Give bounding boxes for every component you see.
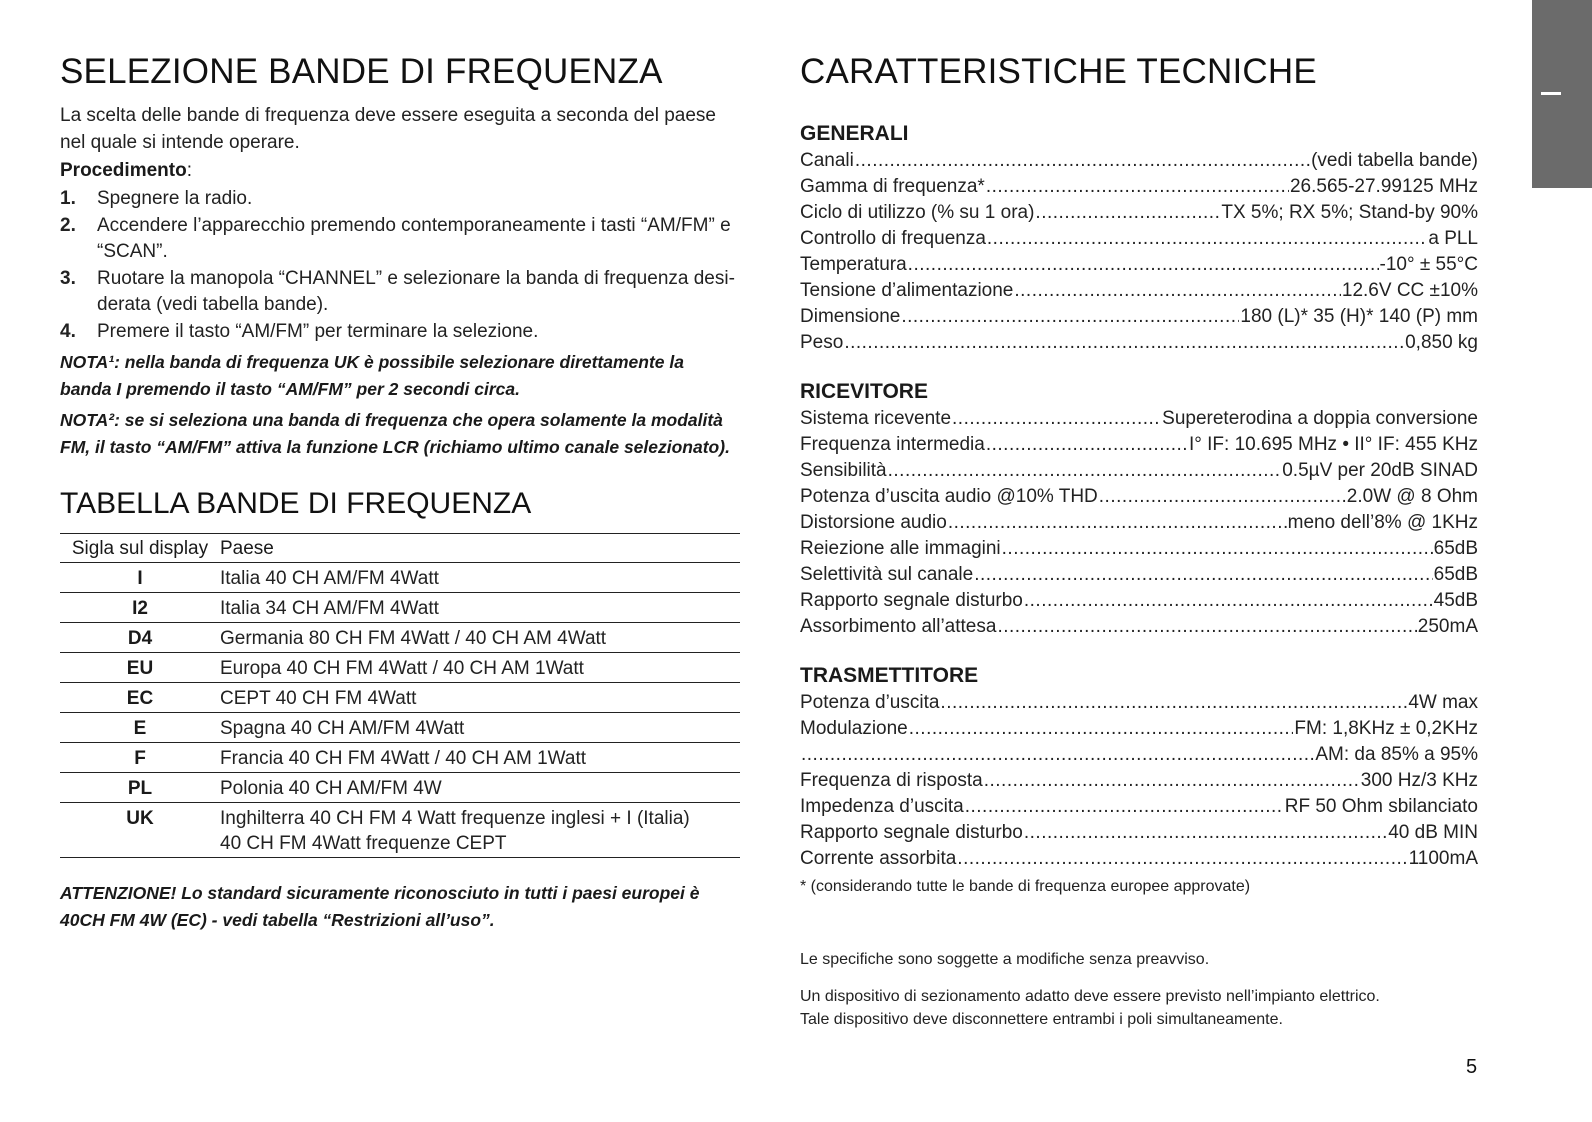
band-code: EC — [60, 683, 220, 713]
spec-value: 40 dB MIN — [1388, 822, 1478, 843]
spec-label: Sensibilità — [800, 460, 887, 481]
spec-label: Ciclo di utilizzo (% su 1 ora) — [800, 202, 1035, 223]
spec-section-transmitter — [800, 662, 1478, 872]
table-row — [60, 623, 740, 653]
band-code: D4 — [60, 623, 220, 653]
dot-leader — [908, 252, 1379, 278]
page-number: 5 — [1466, 1056, 1478, 1078]
spec-value: AM: da 85% a 95% — [1315, 744, 1478, 765]
spec-label: Frequenza di risposta — [800, 770, 983, 791]
chapter-tab — [1532, 0, 1592, 188]
spec-section-title: GENERALI — [800, 122, 909, 145]
table-row — [60, 803, 740, 858]
band-country-line: 40 CH FM 4Watt frequenze CEPT — [220, 833, 507, 854]
dot-leader — [1099, 484, 1346, 510]
spec-row — [800, 794, 1478, 820]
spec-row — [800, 768, 1478, 794]
band-country: Italia 34 CH AM/FM 4Watt — [220, 593, 740, 623]
spec-value: 0.5µV per 20dB SINAD — [1282, 460, 1478, 481]
spec-row — [800, 562, 1478, 588]
spec-row — [800, 614, 1478, 640]
spec-value: 45dB — [1433, 590, 1478, 611]
step-text: Spegnere la radio. — [97, 188, 253, 209]
spec-row — [800, 536, 1478, 562]
spec-section-general — [800, 120, 1478, 356]
spec-label: Selettività sul canale — [800, 564, 974, 585]
band-country: CEPT 40 CH FM 4Watt — [220, 683, 740, 713]
left-column — [60, 52, 740, 934]
change-disclaimer: Le specifiche sono soggette a modifiche senza preavviso. — [800, 951, 1210, 968]
band-country: Polonia 40 CH AM/FM 4W — [220, 773, 740, 803]
spec-value: a PLL — [1428, 228, 1478, 249]
spec-value: 300 Hz/3 KHz — [1360, 770, 1478, 791]
spec-value: meno dell’8% @ 1KHz — [1287, 512, 1478, 533]
spec-value: 65dB — [1433, 538, 1478, 559]
table-row — [60, 743, 740, 773]
spec-value: 65dB — [1433, 564, 1478, 585]
table-row — [60, 713, 740, 743]
dot-leader — [1035, 200, 1220, 226]
spec-label: Assorbimento all’attesa — [800, 616, 997, 637]
spec-row — [800, 226, 1478, 252]
band-country: Germania 80 CH FM 4Watt / 40 CH AM 4Watt — [220, 623, 740, 653]
right-column — [800, 52, 1478, 1031]
spec-row — [800, 148, 1478, 174]
step-number: 3. — [60, 267, 76, 289]
safety-disclaimer-line: Un dispositivo di sezionamento adatto deve essere previsto nell’impianto elettrico. — [800, 988, 1380, 1005]
spec-value: RF 50 Ohm sbilanciato — [1284, 796, 1478, 817]
dot-leader — [965, 794, 1284, 820]
dot-leader — [986, 174, 1289, 200]
spec-label: Sistema ricevente — [800, 408, 952, 429]
spec-value: 4W max — [1408, 692, 1478, 713]
spec-label: Corrente assorbita — [800, 848, 957, 869]
spec-row — [800, 458, 1478, 484]
spec-value: -10° ± 55°C — [1379, 254, 1478, 275]
note-1: NOTA¹: nella banda di frequenza UK è possibile selezionare direttamente la banda I premendo il tasto “AM/FM” per 2 secondi circa. — [60, 352, 684, 399]
step-text: Accendere l’apparecchio premendo contemporaneamente i tasti “AM/FM” e “SCAN”. — [97, 214, 731, 262]
safety-disclaimer-line: Tale dispositivo deve disconnettere entrambi i poli simultaneamente. — [800, 1011, 1283, 1028]
band-country-line: Inghilterra 40 CH FM 4 Watt frequenze inglesi + I (Italia) — [220, 808, 690, 829]
spec-row — [800, 690, 1478, 716]
spec-value: 1100mA — [1408, 848, 1478, 869]
dot-leader — [801, 742, 1314, 768]
spec-label: Frequenza intermedia — [800, 434, 985, 455]
procedure-steps — [60, 186, 740, 345]
spec-row — [800, 252, 1478, 278]
band-code: E — [60, 713, 220, 743]
dot-leader — [948, 510, 1287, 536]
dot-leader — [974, 562, 1432, 588]
spec-value: FM: 1,8KHz ± 0,2KHz — [1294, 718, 1478, 739]
dot-leader — [855, 148, 1310, 174]
band-code: PL — [60, 773, 220, 803]
dot-leader — [940, 690, 1407, 716]
step-number: 4. — [60, 320, 76, 342]
header-display-code: Sigla sul display — [71, 538, 209, 559]
band-country: Spagna 40 CH AM/FM 4Watt — [220, 713, 740, 743]
spec-row — [800, 484, 1478, 510]
section-title-frequency-selection: SELEZIONE BANDE DI FREQUENZA — [60, 52, 663, 91]
spec-row — [800, 820, 1478, 846]
note-2: NOTA²: se si seleziona una banda di frequenza che opera solamente la modalità FM, il tasto “AM/FM” attiva la funzione LCR (richiamo ultimo canale selezionato). — [60, 410, 730, 457]
table-row — [60, 563, 740, 593]
spec-label: Potenza d’uscita audio @10% THD — [800, 486, 1098, 507]
dot-leader — [957, 846, 1407, 872]
step-number: 2. — [60, 214, 76, 236]
spec-row — [800, 200, 1478, 226]
spec-row — [800, 742, 1478, 768]
spec-label: Canali — [800, 150, 854, 171]
spec-value: Supereterodina a doppia conversione — [1162, 408, 1478, 429]
band-code: EU — [60, 653, 220, 683]
dot-leader — [1024, 588, 1433, 614]
dot-leader — [986, 432, 1188, 458]
spec-section-title: RICEVITORE — [800, 380, 928, 403]
step-item — [60, 319, 740, 346]
dot-leader — [997, 614, 1416, 640]
spec-label: Distorsione audio — [800, 512, 947, 533]
dot-leader — [952, 406, 1161, 432]
spec-label: Impedenza d’uscita — [800, 796, 964, 817]
spec-label: Peso — [800, 332, 844, 353]
spec-row — [800, 588, 1478, 614]
step-item — [60, 266, 740, 319]
procedure-heading — [60, 156, 740, 186]
spec-row — [800, 510, 1478, 536]
procedure-colon: : — [186, 160, 192, 181]
spec-value: 2.0W @ 8 Ohm — [1346, 486, 1478, 507]
spec-label: Reiezione alle immagini — [800, 538, 1001, 559]
dot-leader — [1014, 278, 1341, 304]
spec-value: TX 5%; RX 5%; Stand-by 90% — [1221, 202, 1478, 223]
dot-leader — [909, 716, 1294, 742]
table-row — [60, 653, 740, 683]
band-table — [60, 533, 740, 858]
step-text: Premere il tasto “AM/FM” per terminare la selezione. — [97, 320, 539, 342]
spec-value: I° IF: 10.695 MHz • II° IF: 455 KHz — [1189, 434, 1478, 455]
step-item — [60, 186, 740, 213]
step-number: 1. — [60, 188, 76, 209]
step-text: Ruotare la manopola “CHANNEL” e selezionare la banda di frequenza desi-derata (vedi tabella bande). — [97, 267, 735, 315]
section-title-band-table: TABELLA BANDE DI FREQUENZA — [60, 487, 532, 520]
header-country: Paese — [220, 538, 274, 559]
spec-value: 0,850 kg — [1405, 332, 1478, 353]
table-row — [60, 773, 740, 803]
spec-label: Dimensione — [800, 306, 901, 327]
step-item — [60, 213, 740, 266]
spec-row — [800, 278, 1478, 304]
spec-row — [800, 406, 1478, 432]
dot-leader — [1002, 536, 1433, 562]
intro-text: La scelta delle bande di frequenza deve essere eseguita a seconda del paese nel quale si intende operare. — [60, 105, 716, 153]
spec-label: Potenza d’uscita — [800, 692, 940, 713]
spec-row — [800, 330, 1478, 356]
dot-leader — [987, 226, 1427, 252]
spec-section-receiver — [800, 378, 1478, 640]
band-country: Francia 40 CH FM 4Watt / 40 CH AM 1Watt — [220, 743, 740, 773]
band-country — [220, 803, 740, 858]
spec-label: Temperatura — [800, 254, 907, 275]
procedure-label: Procedimento — [60, 160, 187, 181]
band-code: F — [60, 743, 220, 773]
table-header-row — [60, 534, 740, 563]
tab-dash — [1541, 92, 1561, 95]
spec-section-title: TRASMETTITORE — [800, 664, 979, 687]
table-row — [60, 593, 740, 623]
band-code: UK — [60, 803, 220, 858]
spec-row — [800, 846, 1478, 872]
spec-row — [800, 174, 1478, 200]
dot-leader — [1024, 820, 1387, 846]
spec-label: Rapporto segnale disturbo — [800, 822, 1023, 843]
spec-label: Tensione d’alimentazione — [800, 280, 1014, 301]
spec-value: 250mA — [1417, 616, 1478, 637]
section-title-technical-specs: CARATTERISTICHE TECNICHE — [800, 52, 1317, 91]
spec-label: Controllo di frequenza — [800, 228, 986, 249]
band-country: Italia 40 CH AM/FM 4Watt — [220, 563, 740, 593]
frequency-footnote: * (considerando tutte le bande di frequenza europee approvate) — [800, 878, 1251, 895]
spec-row — [800, 716, 1478, 742]
dot-leader — [901, 304, 1239, 330]
band-code: I — [60, 563, 220, 593]
spec-value: 26.565-27.99125 MHz — [1289, 176, 1478, 197]
spec-label: Modulazione — [800, 718, 908, 739]
spec-value: 12.6V CC ±10% — [1341, 280, 1478, 301]
dot-leader — [984, 768, 1360, 794]
spec-row — [800, 304, 1478, 330]
spec-value: 180 (L)* 35 (H)* 140 (P) mm — [1240, 306, 1478, 327]
spec-value: (vedi tabella bande) — [1311, 150, 1478, 171]
dot-leader — [844, 330, 1404, 356]
warning-text: ATTENZIONE! Lo standard sicuramente riconosciuto in tutti i paesi europei è 40CH FM 4W (EC) - vedi tabella “Restrizioni all’uso”. — [60, 883, 700, 930]
table-row — [60, 683, 740, 713]
spec-label: Rapporto segnale disturbo — [800, 590, 1023, 611]
spec-row — [800, 432, 1478, 458]
spec-label: Gamma di frequenza* — [800, 176, 985, 197]
safety-disclaimer — [800, 985, 1478, 1031]
band-country: Europa 40 CH FM 4Watt / 40 CH AM 1Watt — [220, 653, 740, 683]
dot-leader — [888, 458, 1282, 484]
band-code: I2 — [60, 593, 220, 623]
